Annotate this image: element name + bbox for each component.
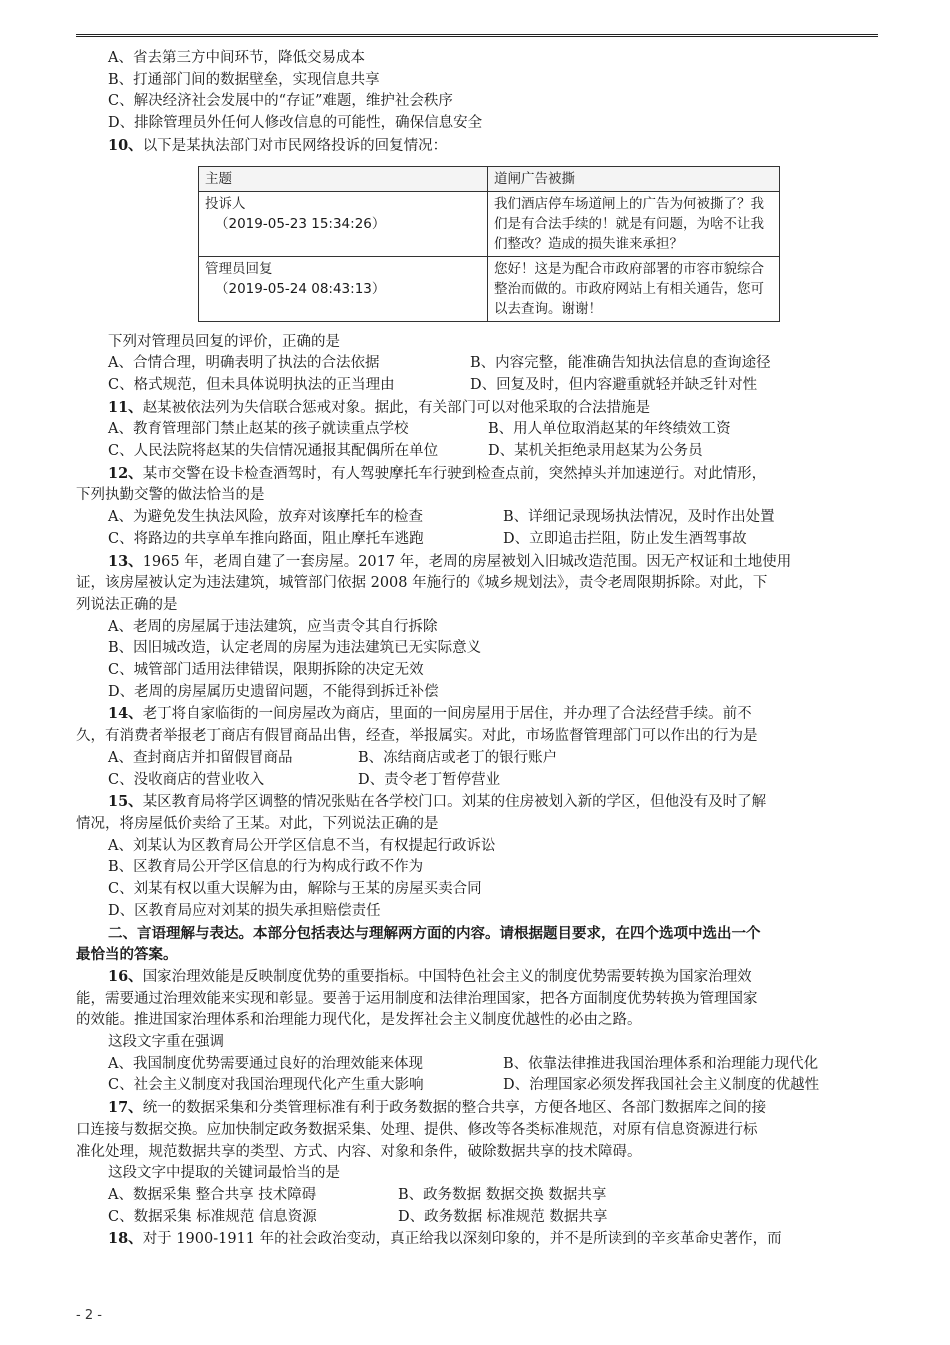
q16-question: 这段文字重在强调 <box>108 1034 224 1051</box>
q13-stem-line1 <box>76 551 878 574</box>
q17-option-a: A、数据采集 整合共享 技术障碍 <box>108 1186 317 1203</box>
q15-stem-line1 <box>76 791 878 814</box>
q11-stem-text: 赵某被依法列为失信联合惩戒对象。据此，有关部门可以对他采取的合法措施是 <box>142 399 651 416</box>
q17-option-b: B、政务数据 数据交换 数据共享 <box>398 1186 607 1203</box>
q16-option-d: D、治理国家必须发挥我国社会主义制度的优越性 <box>503 1077 820 1094</box>
complainant-row <box>199 191 780 256</box>
page-number: - 2 - <box>76 1308 102 1323</box>
q15-option-a: A、刘某认为区教育局公开学区信息不当，有权提起行政诉讼 <box>108 837 496 854</box>
q16-option-a: A、我国制度优势需要通过良好的治理效能来体现 <box>108 1055 423 1072</box>
q12-option-c: C、将路边的共享单车推向路面，阻止摩托车逃跑 <box>108 530 424 547</box>
q16-options-row2 <box>76 1075 878 1097</box>
q14-option-d: D、责令老丁暂停营业 <box>358 771 501 788</box>
q15-number: 15、 <box>108 793 143 811</box>
admin-reply-label: 管理员回复 <box>205 260 273 277</box>
q12-options-row2 <box>76 529 878 551</box>
reply-table-header-row <box>199 166 780 191</box>
header-rule <box>76 34 878 37</box>
q12-option-b: B、详细记录现场执法情况，及时作出处置 <box>503 509 775 526</box>
q16-option-b: B、依靠法律推进我国治理体系和治理能力现代化 <box>503 1055 819 1072</box>
q17-question: 这段文字中提取的关键词最恰当的是 <box>108 1165 340 1182</box>
section-2-heading-line1: 二、言语理解与表达。本部分包括表达与理解两方面的内容。请根据题目要求，在四个选项中选出一个 <box>108 924 761 942</box>
q14-option-c: C、没收商店的营业收入 <box>108 771 265 788</box>
q15-option-d: D、区教育局应对刘某的损失承担赔偿责任 <box>108 902 381 919</box>
q16-option-c: C、社会主义制度对我国治理现代化产生重大影响 <box>108 1077 424 1094</box>
complainant-text: 我们酒店停车场道闸上的广告为何被撕了？我们是有合法手续的！就是有问题，为啥不让我们整改？造成的损失谁来承担？ <box>488 191 780 256</box>
q12-options-row1 <box>76 507 878 529</box>
q13-stem-text: 1965 年，老周自建了一套房屋。2017 年，老周的房屋被划入旧城改造范围。因无产权证和土地使用 <box>142 553 792 570</box>
q16-stem-line2: 能，需要通过治理效能来实现和彰显。要善于运用制度和法律治理国家，把各方面制度优势转换为管理国家 <box>76 990 758 1007</box>
reply-table-wrap <box>198 166 780 322</box>
q16-stem-line3: 的效能。推进国家治理体系和治理能力现代化，是发挥社会主义制度优越性的必由之路。 <box>76 1012 642 1029</box>
q18-number: 18、 <box>108 1230 143 1248</box>
q10-option-b: B、内容完整，能准确告知执法信息的查询途径 <box>470 355 771 372</box>
q17-stem-line1 <box>76 1097 878 1120</box>
q16-stem-text: 国家治理效能是反映制度优势的重要指标。中国特色社会主义的制度优势需要转换为国家治理效 <box>142 968 752 985</box>
q14-stem-line1 <box>76 703 878 726</box>
q16-options-row1 <box>76 1054 878 1076</box>
complainant-label: 投诉人 <box>205 195 246 212</box>
q13-stem-line2: 证，该房屋被认定为违法建筑，城管部门依据 2008 年施行的《城乡规划法》，责令老周限期拆除。对此，下 <box>76 575 768 592</box>
q18-stem-text: 对于 1900-1911 年的社会政治变动，真正给我以深刻印象的，并不是所读到的辛亥革命史著作，而 <box>142 1231 782 1248</box>
q10-options-row2 <box>76 375 878 397</box>
q14-option-a: A、查封商店并扣留假冒商品 <box>108 749 293 766</box>
q9-option-b: B、打通部门间的数据壁垒，实现信息共享 <box>108 71 380 88</box>
q17-option-c: C、数据采集 标准规范 信息资源 <box>108 1208 317 1225</box>
q11-option-b: B、用人单位取消赵某的年终绩效工资 <box>488 421 731 438</box>
q12-stem-text: 某市交警在设卡检查酒驾时，有人驾驶摩托车行驶到检查点前，突然掉头并加速逆行。对此情形， <box>142 465 767 482</box>
q13-option-d: D、老周的房屋属历史遗留问题，不能得到拆迁补偿 <box>108 683 439 700</box>
q12-option-d: D、立即追击拦阻，防止发生酒驾事故 <box>503 530 747 547</box>
reply-table <box>198 166 780 322</box>
q13-stem-line3: 列说法正确的是 <box>76 596 178 613</box>
q17-options-row1 <box>76 1185 878 1207</box>
q17-options-row2 <box>76 1207 878 1229</box>
q14-options-row1 <box>76 748 878 770</box>
q9-option-a: A、省去第三方中间环节，降低交易成本 <box>108 50 365 66</box>
q16-stem-line1 <box>76 966 878 989</box>
admin-reply-cell <box>199 256 488 321</box>
q10-options-row1 <box>76 353 878 375</box>
q10-option-c: C、格式规范，但未具体说明执法的正当理由 <box>108 376 395 393</box>
q14-stem-line2: 久，有消费者举报老丁商店有假冒商品出售，经查，举报属实。对此，市场监督管理部门可以作出的行为是 <box>76 728 758 745</box>
q11-stem <box>76 397 878 420</box>
q18-stem-line1 <box>76 1228 878 1251</box>
complainant-cell <box>199 191 488 256</box>
q14-options-row2 <box>76 770 878 792</box>
q13-option-a: A、老周的房屋属于违法建筑，应当责令其自行拆除 <box>108 618 438 635</box>
q14-option-b: B、冻结商店或老丁的银行账户 <box>358 749 558 766</box>
q13-option-c: C、城管部门适用法律错误，限期拆除的决定无效 <box>108 662 424 679</box>
complainant-time: （2019-05-23 15:34:26） <box>215 215 386 232</box>
q10-question: 下列对管理员回复的评价，正确的是 <box>108 333 340 350</box>
q10-option-d: D、回复及时，但内容避重就轻并缺乏针对性 <box>470 376 758 393</box>
q15-stem-line2: 情况，将房屋低价卖给了王某。对此，下列说法正确的是 <box>76 815 439 832</box>
q11-number: 11、 <box>108 398 143 416</box>
q17-stem-line3: 准化处理，规范数据共享的类型、方式、内容、对象和条件，破除数据共享的技术障碍。 <box>76 1143 642 1160</box>
q9-option-c: C、解决经济社会发展中的“存证”难题，维护社会秩序 <box>108 93 453 110</box>
q12-stem-line1 <box>76 463 878 486</box>
q10-number: 10、 <box>108 136 143 154</box>
q17-number: 17、 <box>108 1099 143 1117</box>
q17-option-d: D、政务数据 标准规范 数据共享 <box>398 1208 608 1225</box>
q11-option-a: A、教育管理部门禁止赵某的孩子就读重点学校 <box>108 421 409 438</box>
q15-option-c: C、刘某有权以重大误解为由，解除与王某的房屋买卖合同 <box>108 881 482 898</box>
header-subject-value: 道闸广告被撕 <box>488 166 780 191</box>
q17-stem-text: 统一的数据采集和分类管理标准有利于政务数据的整合共享，方便各地区、各部门数据库之间的接 <box>142 1100 767 1117</box>
admin-reply-text: 您好！这是为配合市政府部署的市容市貌综合整治而做的。市政府网站上有相关通告，您可以去查询。谢谢！ <box>488 256 780 321</box>
q12-option-a: A、为避免发生执法风险，放弃对该摩托车的检查 <box>108 509 423 526</box>
q10-stem-text: 以下是某执法部门对市民网络投诉的回复情况： <box>142 137 448 154</box>
q9-option-d: D、排除管理员外任何人修改信息的可能性，确保信息安全 <box>108 115 483 132</box>
q11-option-c: C、人民法院将赵某的失信情况通报其配偶所在单位 <box>108 443 439 460</box>
q13-option-b: B、因旧城改造，认定老周的房屋为违法建筑已无实际意义 <box>108 640 482 657</box>
q11-option-d: D、某机关拒绝录用赵某为公务员 <box>488 443 703 460</box>
q11-options-row2 <box>76 441 878 463</box>
q14-number: 14、 <box>108 705 143 723</box>
q15-stem-text: 某区教育局将学区调整的情况张贴在各学校门口。刘某的住房被划入新的学区，但他没有及时了解 <box>142 794 767 811</box>
q11-options-row1 <box>76 419 878 441</box>
q13-number: 13、 <box>108 552 143 570</box>
admin-reply-time: （2019-05-24 08:43:13） <box>215 280 386 297</box>
q10-option-a: A、合情合理，明确表明了执法的合法依据 <box>108 355 380 372</box>
q16-number: 16、 <box>108 967 143 985</box>
header-subject-label: 主题 <box>199 166 488 191</box>
q15-option-b: B、区教育局公开学区信息的行为构成行政不作为 <box>108 859 424 876</box>
section-2-heading-line2: 最恰当的答案。 <box>76 946 178 964</box>
q10-stem <box>76 135 878 158</box>
admin-reply-row <box>199 256 780 321</box>
q12-number: 12、 <box>108 464 143 482</box>
q14-stem-text: 老丁将自家临街的一间房屋改为商店，里面的一间房屋用于居住，并办理了合法经营手续。前不 <box>142 706 752 723</box>
page-body <box>76 48 878 1251</box>
q12-stem-line2: 下列执勤交警的做法恰当的是 <box>76 487 265 504</box>
q17-stem-line2: 口连接与数据交换。应加快制定政务数据采集、处理、提供、修改等各类标准规范，对原有信息资源进行标 <box>76 1121 758 1138</box>
